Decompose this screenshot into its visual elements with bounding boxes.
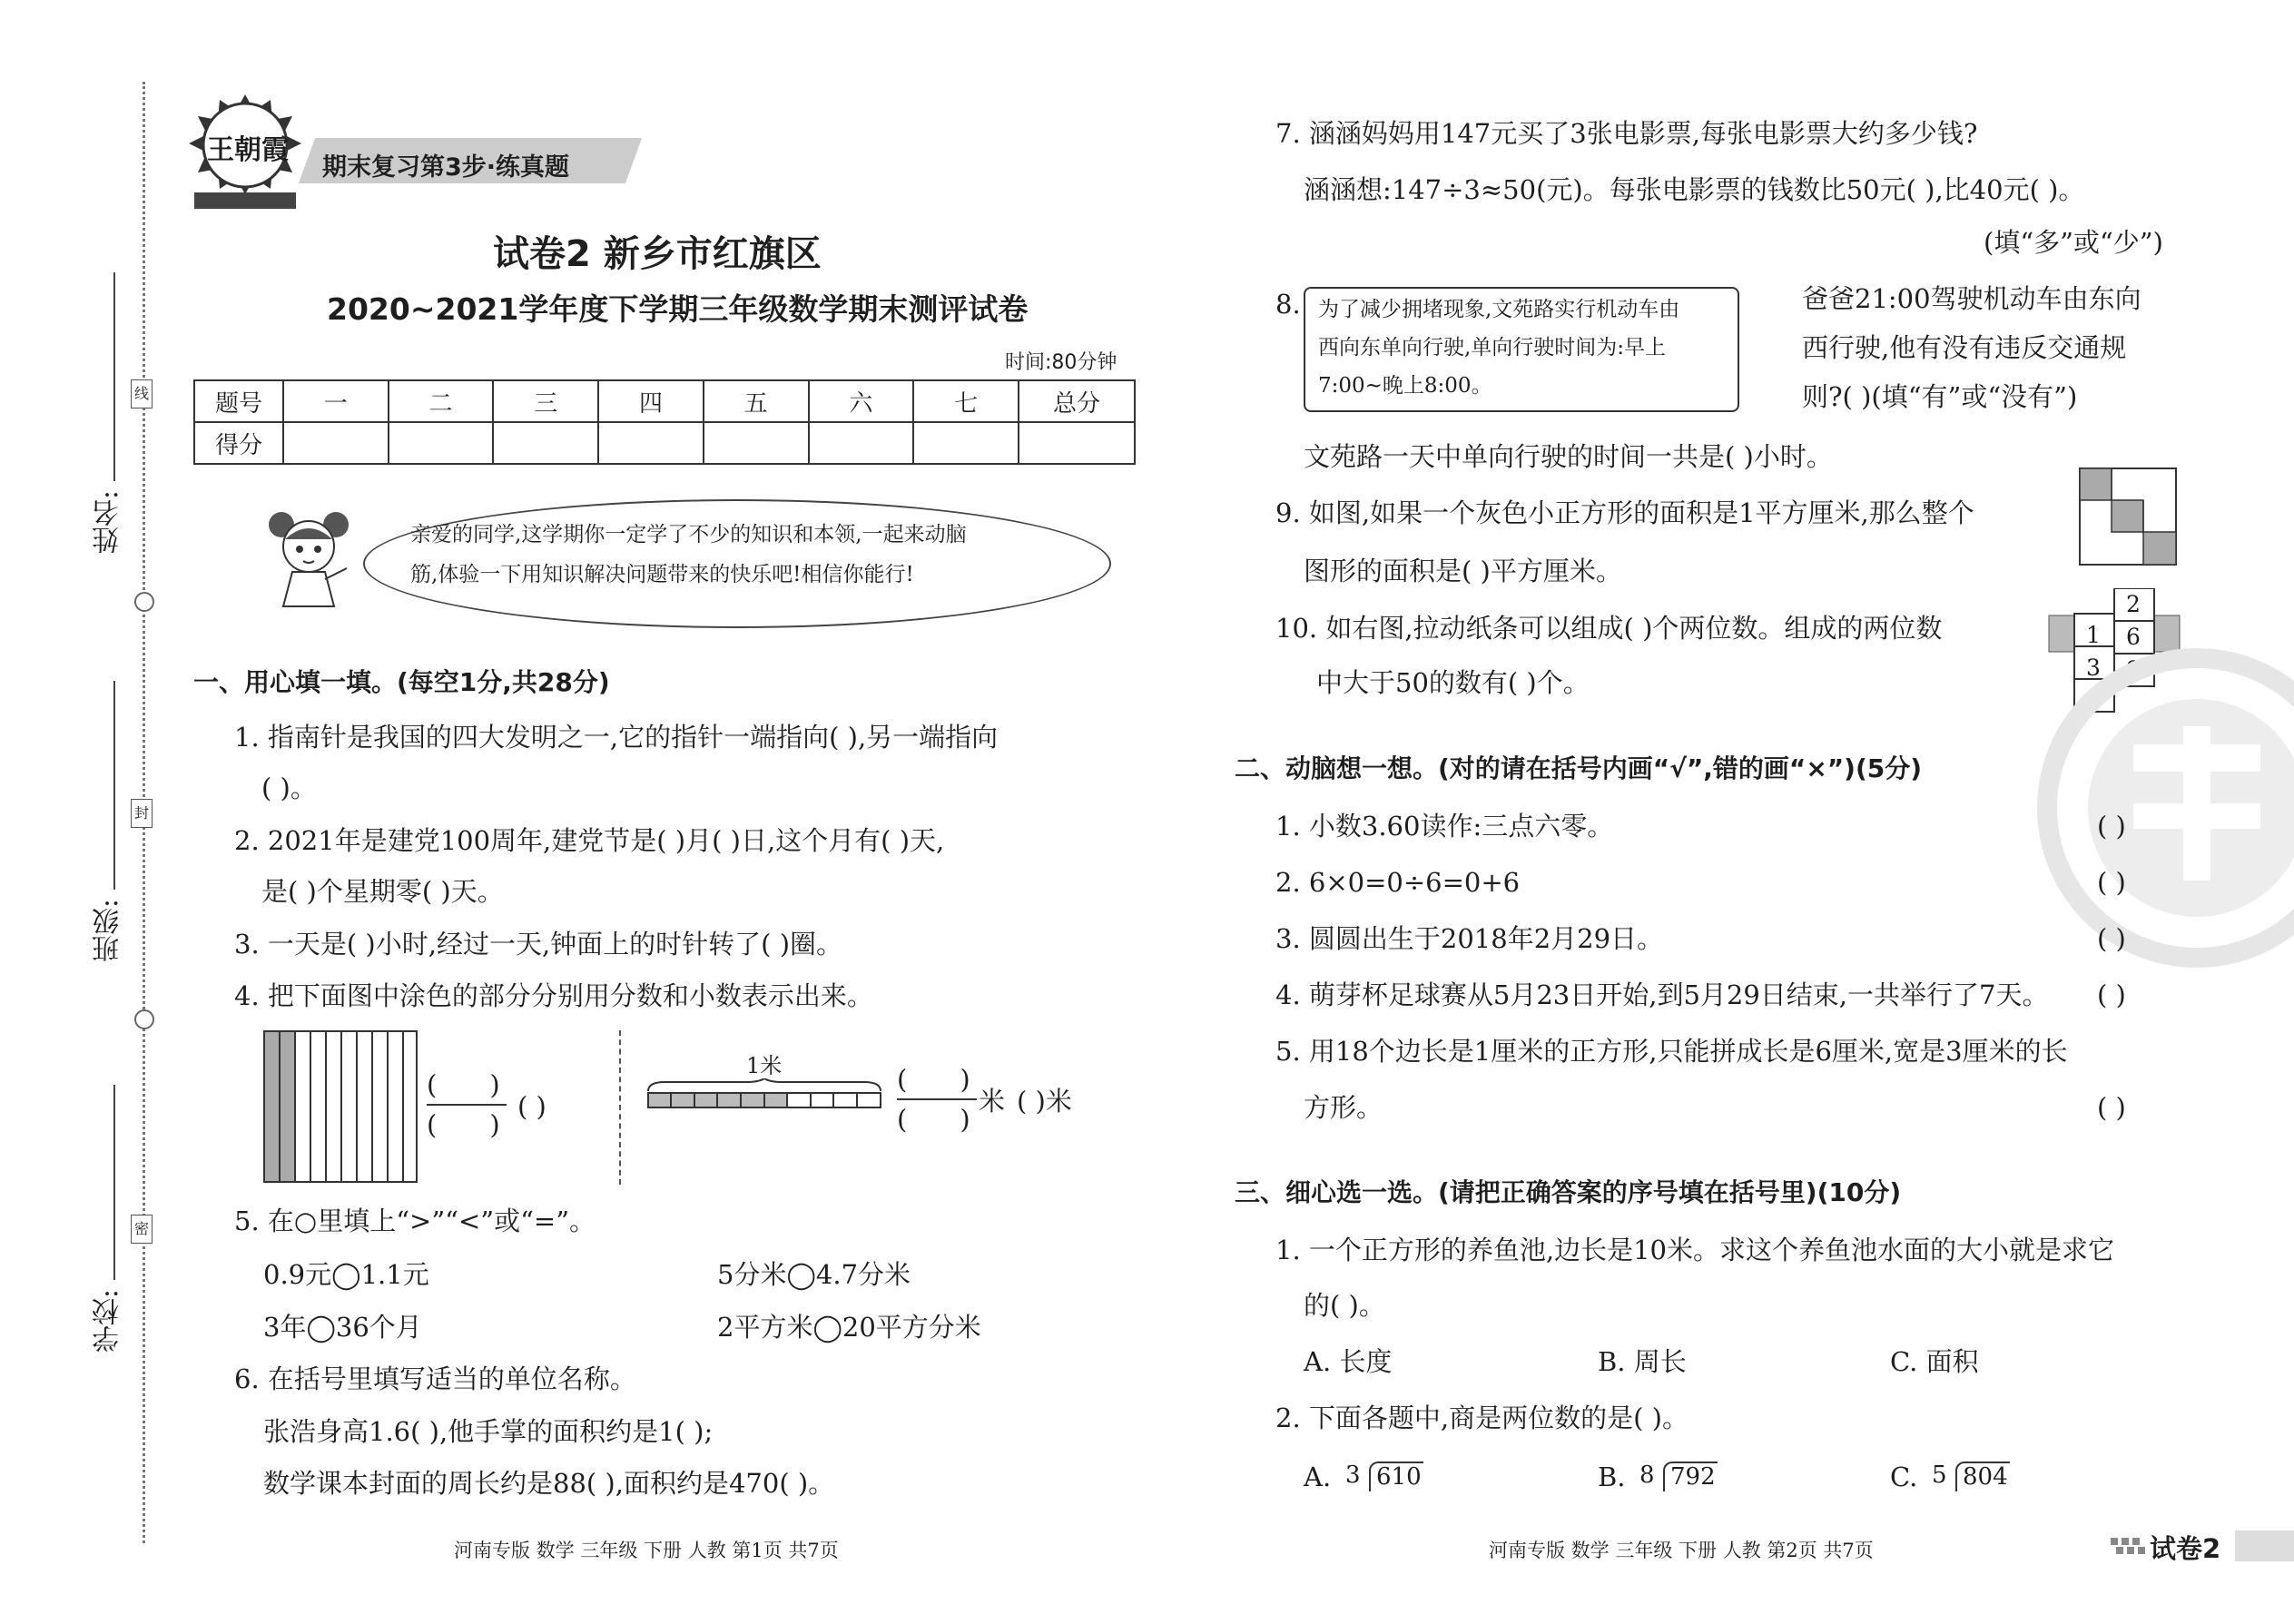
- c2-option-divisor: 3: [1345, 1462, 1361, 1489]
- q8-notice-line: 为了减少拥堵现象,文苑路实行机动车由: [1318, 298, 1680, 321]
- binding-hole-icon: [134, 1009, 154, 1029]
- score-table: [193, 379, 1136, 465]
- q2-line-2: 是( )个星期零( )天。: [261, 876, 504, 907]
- score-input-cell[interactable]: [598, 422, 704, 464]
- q10-line-1: 10. 如右图,拉动纸条可以组成( )个两位数。组成的两位数: [1275, 613, 1943, 644]
- score-header-cell: 总分: [1019, 380, 1135, 422]
- tf-item: 3. 圆圆出生于2018年2月29日。: [1275, 923, 1664, 954]
- q10-digit: 2: [2126, 591, 2141, 617]
- score-row-label: 得分: [194, 422, 283, 464]
- q5-item[interactable]: 2平方米◯20平方分米: [717, 1312, 981, 1343]
- q4-fraction2-numerator[interactable]: ( ): [897, 1064, 970, 1095]
- q9-square-figure: [2079, 468, 2177, 566]
- watermark-seal-icon: [2024, 635, 2294, 980]
- q8-text-line: 爸爸21:00驾驶机动车由东向: [1802, 283, 2141, 314]
- q8-notice-line: 7:00~晚上8:00。: [1318, 374, 1492, 398]
- c2-option-label[interactable]: B.: [1598, 1462, 1626, 1492]
- score-input-cell[interactable]: [704, 422, 809, 464]
- c2-option-divisor: 5: [1932, 1462, 1947, 1489]
- intro-line-2: 筋,体验一下用知识解决问题带来的快乐吧!相信你能行!: [410, 563, 914, 586]
- q5-item[interactable]: 3年◯36个月: [263, 1312, 422, 1343]
- score-input-cell[interactable]: [913, 422, 1019, 464]
- section-3-heading: 三、细心选一选。(请把正确答案的序号填在括号里)(10分): [1235, 1177, 1902, 1207]
- tf-item: 2. 6×0=0÷6=0+6: [1275, 867, 1521, 898]
- c1-line-2: 的( )。: [1304, 1290, 1385, 1321]
- q4-decimal-blank[interactable]: ( ): [517, 1091, 546, 1122]
- q10-line-2: 中大于50的数有( )个。: [1316, 667, 1590, 698]
- score-input-cell[interactable]: [809, 422, 914, 464]
- c1-option[interactable]: C. 面积: [1890, 1346, 1979, 1377]
- score-header-cell: 一: [283, 380, 389, 422]
- tf-item-line-2: 方形。: [1304, 1092, 1383, 1123]
- c2-option-label[interactable]: A.: [1304, 1462, 1332, 1492]
- q4-fraction-denominator[interactable]: ( ): [427, 1109, 500, 1140]
- score-input-cell[interactable]: [493, 422, 598, 464]
- tf-answer-blank[interactable]: ( ): [2097, 867, 2126, 898]
- footer-tag: 试卷2: [2150, 1533, 2221, 1564]
- school-line[interactable]: [113, 1085, 115, 1280]
- section-1-heading: 一、用心填一填。(每空1分,共28分): [193, 667, 610, 697]
- score-header-cell: 二: [389, 380, 494, 422]
- c2-option-dividend: 792: [1663, 1462, 1718, 1491]
- tf-answer-blank[interactable]: ( ): [2097, 811, 2126, 842]
- q10-digit: 6: [2126, 624, 2141, 650]
- class-label: 班级:: [93, 899, 124, 963]
- q10-digit: 5: [2086, 687, 2101, 714]
- score-header-cell: 三: [493, 380, 598, 422]
- tf-item: 5. 用18个边长是1厘米的正方形,只能拼成长是6厘米,宽是3厘米的长: [1275, 1036, 2068, 1067]
- q8-line-2: 文苑路一天中单向行驶的时间一共是( )小时。: [1304, 441, 1833, 472]
- q6-line-2: 数学课本封面的周长约是88( ),面积约是470( )。: [263, 1468, 835, 1499]
- q1-line-1: 1. 指南针是我国的四大发明之一,它的指针一端指向( ),另一端指向: [234, 722, 999, 753]
- q8-number: 8.: [1275, 289, 1301, 320]
- tf-item: 4. 萌芽杯足球赛从5月23日开始,到5月29日结束,一共举行了7天。: [1275, 979, 2049, 1010]
- q4-unit: 米: [979, 1086, 1006, 1117]
- score-header-cell: 七: [913, 380, 1019, 422]
- q9-line-2: 图形的面积是( )平方厘米。: [1304, 556, 1622, 586]
- c2-option-dividend: 804: [1955, 1462, 2010, 1491]
- q3: 3. 一天是( )小时,经过一天,钟面上的时针转了( )圈。: [234, 929, 843, 960]
- name-label: 姓名:: [93, 490, 124, 555]
- seal-mark: 线: [131, 379, 153, 408]
- exam-title: 试卷2 新乡市红旗区: [493, 233, 822, 275]
- q4-decimal-blank-2[interactable]: ( )米: [1017, 1086, 1072, 1117]
- footer-left: 河南专版 数学 三年级 下册 人教 第1页 共7页: [454, 1540, 839, 1561]
- q2-line-1: 2. 2021年是建党100周年,建党节是( )月( )日,这个月有( )天,: [234, 825, 945, 856]
- brand-logo-text: 王朝霞: [207, 134, 289, 166]
- footer-tag-bar: [2235, 1530, 2294, 1561]
- q6: 6. 在括号里填写适当的单位名称。: [234, 1363, 636, 1394]
- section-2-heading: 二、动脑想一想。(对的请在括号内画“√”,错的画“×”)(5分): [1235, 753, 1923, 783]
- q1-line-2: ( )。: [261, 773, 317, 803]
- q7-hint: (填“多”或“少”): [1984, 227, 2163, 258]
- score-header-cell: 题号: [194, 380, 283, 422]
- q4-fraction2-denominator[interactable]: ( ): [897, 1104, 970, 1135]
- binding-hole-icon: [134, 592, 154, 612]
- q4-ruler-label: 1米: [746, 1053, 783, 1078]
- tf-item: 1. 小数3.60读作:三点六零。: [1275, 811, 1614, 842]
- q4-fraction-bar: [427, 1104, 507, 1106]
- footer-right: 河南专版 数学 三年级 下册 人教 第2页 共7页: [1489, 1540, 1874, 1561]
- q7-line-2: 涵涵想:147÷3≈50(元)。每张电影票的钱数比50元( ),比40元( )。: [1304, 174, 2085, 205]
- q8-text-line: 西行驶,他有没有违反交通规: [1802, 332, 2127, 363]
- q5-item[interactable]: 5分米◯4.7分米: [717, 1259, 911, 1290]
- q7-line-1: 7. 涵涵妈妈用147元买了3张电影票,每张电影票大约多少钱?: [1275, 118, 1978, 149]
- tf-answer-blank[interactable]: ( ): [2097, 923, 2126, 954]
- score-input-cell[interactable]: [283, 422, 389, 464]
- exam-time: 时间:80分钟: [1005, 351, 1117, 374]
- c1-option[interactable]: A. 长度: [1304, 1346, 1393, 1377]
- brand-logo: [182, 91, 309, 227]
- q10-digit: 1: [2086, 622, 2101, 648]
- q10-digit: 3: [2086, 655, 2101, 681]
- c2-option-dividend: 610: [1369, 1462, 1423, 1491]
- q6-line-1: 张浩身高1.6( ),他手掌的面积约是1( );: [263, 1416, 714, 1447]
- q4-fraction-numerator[interactable]: ( ): [427, 1069, 500, 1100]
- c2-option-label[interactable]: C.: [1890, 1462, 1918, 1492]
- q10-digit: 9: [2126, 656, 2141, 683]
- step-banner: 期末复习第3步·练真题: [322, 153, 570, 182]
- tf-answer-blank[interactable]: ( ): [2097, 979, 2126, 1010]
- c2: 2. 下面各题中,商是两位数的是( )。: [1275, 1403, 1689, 1433]
- q5-item[interactable]: 0.9元◯1.1元: [263, 1259, 429, 1290]
- q4-shaded-rectangle: [263, 1030, 418, 1183]
- score-header-cell: 六: [809, 380, 914, 422]
- tf-answer-blank[interactable]: ( ): [2097, 1092, 2126, 1123]
- q5: 5. 在○里填上“>”“<”或“=”。: [234, 1206, 596, 1236]
- q4: 4. 把下面图中涂色的部分分别用分数和小数表示出来。: [234, 980, 873, 1011]
- score-header-cell: 四: [598, 380, 704, 422]
- school-label: 学校:: [93, 1289, 124, 1353]
- q8-text-line: 则?( )(填“有”或“没有”): [1802, 381, 2078, 412]
- intro-line-1: 亲爱的同学,这学期你一定学了不少的知识和本领,一起来动脑: [410, 523, 967, 546]
- girl-illustration-icon: [263, 508, 354, 613]
- class-line[interactable]: [113, 681, 115, 890]
- score-input-cell[interactable]: [389, 422, 494, 464]
- q8-notice-line: 西向东单向行驶,单向行驶时间为:早上: [1318, 336, 1667, 359]
- q4-divider: [619, 1030, 621, 1185]
- q4-ruler: [646, 1078, 882, 1111]
- c1-option[interactable]: B. 周长: [1598, 1346, 1687, 1377]
- name-line[interactable]: [113, 272, 115, 481]
- q9-line-1: 9. 如图,如果一个灰色小正方形的面积是1平方厘米,那么整个: [1275, 497, 1974, 528]
- exam-subtitle: 2020~2021学年度下学期三年级数学期末测评试卷: [327, 291, 1029, 327]
- q4-fraction2-bar: [897, 1098, 977, 1100]
- score-input-cell[interactable]: [1019, 422, 1135, 464]
- c1-line-1: 1. 一个正方形的养鱼池,边长是10米。求这个养鱼池水面的大小就是求它: [1275, 1235, 2115, 1265]
- seal-mark: 封: [131, 799, 153, 828]
- c2-option-divisor: 8: [1639, 1462, 1655, 1489]
- score-header-cell: 五: [704, 380, 809, 422]
- seal-mark: 密: [131, 1215, 153, 1244]
